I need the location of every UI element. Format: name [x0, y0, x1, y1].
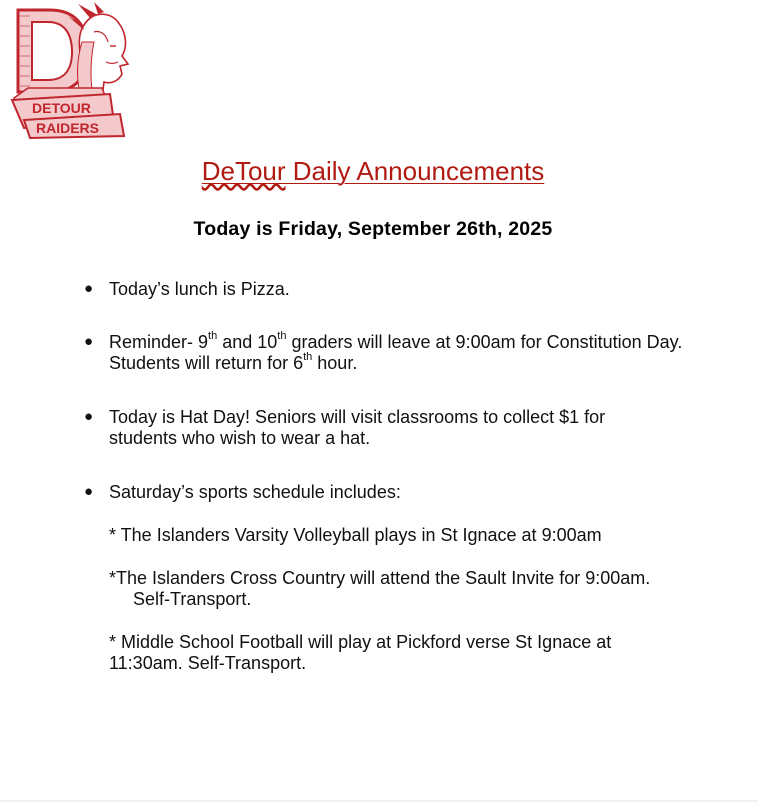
schedule-volleyball: * The Islanders Varsity Volleyball plays in St Ignace at 9:00am	[109, 525, 602, 545]
schedule-cross-country-transport: Self-Transport.	[133, 589, 252, 609]
bullet-icon: ●	[84, 483, 94, 500]
schedule-football: * Middle School Football will play at Pickford verse St Ignace at 11:30am. Self-Transport.	[109, 632, 612, 673]
bullet-icon: ●	[84, 280, 94, 297]
title-first-word: DeTour	[201, 156, 286, 186]
superscript: th	[208, 330, 218, 342]
text-part: and 10	[217, 332, 278, 352]
page-title	[0, 156, 746, 187]
bullet-icon: ●	[84, 408, 94, 425]
date-line: Today is Friday, September 26th, 2025	[193, 218, 553, 240]
detour-raiders-logo	[10, 2, 136, 140]
title-rest: Daily Announcements	[285, 156, 545, 186]
text-part: hour.	[312, 353, 358, 373]
page-divider	[0, 800, 758, 802]
text-part: Reminder- 9	[109, 332, 209, 352]
announcement-lunch: Today’s lunch is Pizza.	[109, 279, 290, 299]
announcement-hat-day: Today is Hat Day! Seniors will visit classrooms to collect $1 for students who wish to wear a hat.	[109, 407, 606, 448]
bullet-icon: ●	[84, 333, 94, 350]
logo-top-text: DETOUR	[32, 100, 91, 116]
text-part: graders will leave at 9:00am for Constitution Day. Students will return for 6	[109, 332, 683, 373]
announcement-sports-heading: Saturday’s sports schedule includes:	[109, 482, 401, 502]
announcement-constitution-day	[109, 332, 689, 374]
logo-bottom-text: RAIDERS	[36, 120, 100, 136]
superscript: th	[303, 351, 313, 363]
superscript: th	[277, 330, 287, 342]
schedule-cross-country: *The Islanders Cross Country will attend the Sault Invite for 9:00am.	[109, 568, 651, 588]
